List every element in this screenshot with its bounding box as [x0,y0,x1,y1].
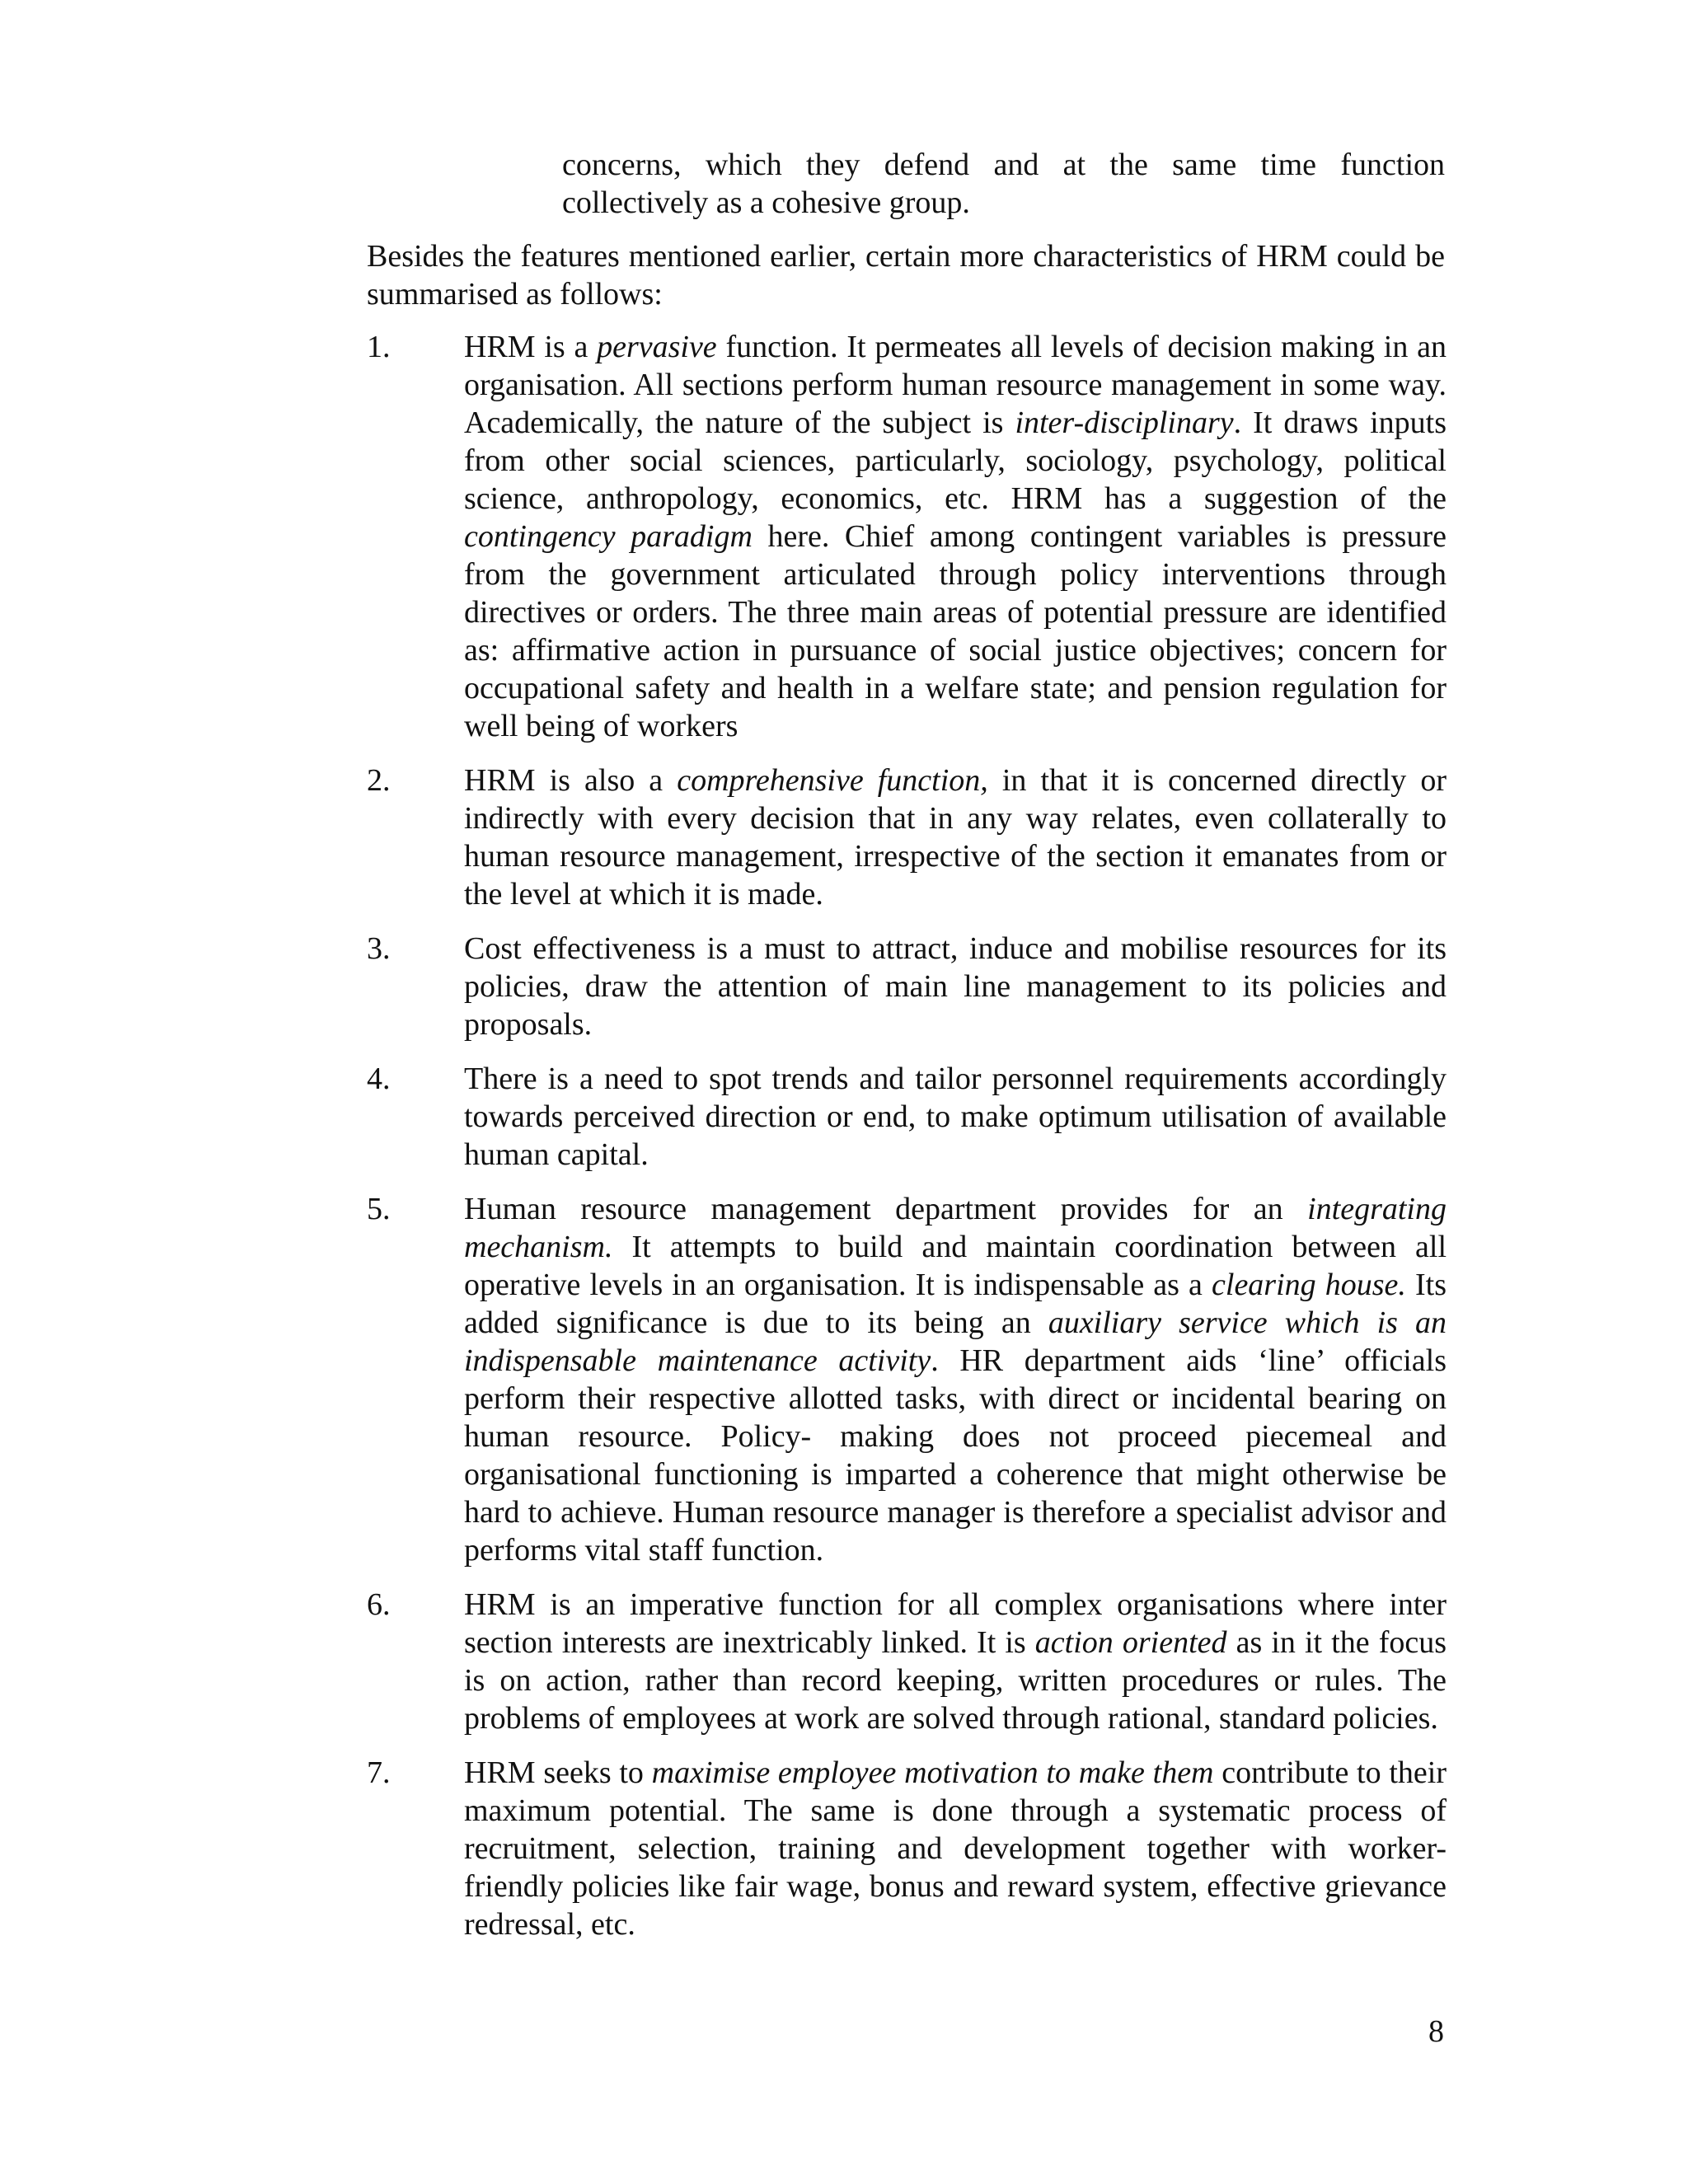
text-run: in that it is concerned directly or indirectly with every decision that in any way relates, even collaterally to human resource management, irrespective of the section it emanates from or the level at which it is made. [464,763,1447,912]
text-run: Human resource management department provides for an [464,1192,1308,1226]
list-item [367,328,1447,745]
list-item-number: 7. [367,1755,391,1790]
text-run: . It draws inputs from other social sciences, particularly, sociology, psychology, political science, anthropology, economics, etc. HRM has a suggestion of the [464,405,1447,516]
text-run: as in it the focus is on action, rather than record keeping, written procedures or rules. The problems of employees at work are solved through rational, standard policies. [464,1625,1447,1736]
text-run: . HR department aids ‘line’ officials perform their respective allotted tasks, with direct or incidental bearing on human resource. Policy- making does not proceed piecemeal and organisational functioning is imparted a coherence that might otherwise be hard to achieve. Human resource manager is therefore a specialist advisor and performs vital staff function. [464,1343,1447,1568]
list-item-number: 1. [367,330,391,364]
list-item-text [464,1754,1447,1943]
text-run: It attempts to build and maintain coordination between all operative levels in an organisation. It is indispensable as a [464,1230,1447,1302]
italic-run: comprehensive function, [677,763,988,798]
text-run: HRM is an imperative function for all complex organisations where inter section interests are inextricably linked. It is [464,1587,1447,1660]
italic-run: pervasive [597,330,717,364]
list-item-number: 3. [367,931,391,966]
italic-run: maximise employee motivation to make them [651,1755,1214,1790]
list-item [367,1586,1447,1737]
text-run: here. Chief among contingent variables is pressure from the government articulated through policy interventions through directives or orders. The three main areas of potential pressure are identified as: affirmative action in pursuance of social justice objectives; concern for occupational safety and health in a welfare state; and pension regulation for well being of workers [464,519,1447,743]
list-item-text [464,1060,1447,1174]
intro-paragraph: Besides the features mentioned earlier, certain more characteristics of HRM could be summarised as follows: [367,239,1445,312]
text-run: function. It permeates all levels of decision making in an organisation. All sections perform human resource management in some way. Academically, the nature of the subject is [464,330,1447,440]
list-item-text [464,930,1447,1043]
text-run: HRM is a [464,330,598,364]
page-number: 8 [1428,2014,1444,2049]
list-item-text [464,328,1447,745]
list-item [367,1754,1447,1943]
text-run: Cost effectiveness is a must to attract, induce and mobilise resources for its policies, draw the attention of main line management to its policies and proposals. [464,931,1447,1042]
text-run: contribute to their maximum potential. The same is done through a systematic process of recruitment, selection, training and development together with worker-friendly policies like fair wage, bonus and reward system, effective grievance redressal, etc. [464,1755,1447,1942]
italic-run: inter-disciplinary [1015,405,1234,440]
list-item-number: 2. [367,763,391,798]
text-run: There is a need to spot trends and tailor personnel requirements accordingly towards perceived direction or end, to make optimum utilisation of available human capital. [464,1062,1447,1172]
text-run: HRM seeks to [464,1755,652,1790]
italic-run: action oriented [1034,1625,1227,1660]
text-run: Its added significance is due to its being an [464,1268,1447,1340]
italic-run: clearing house. [1212,1268,1406,1302]
list-item-number: 6. [367,1587,391,1622]
text-run: HRM is also a [464,763,678,798]
list-item-text [464,1586,1447,1737]
italic-run: auxiliary service which is an indispensable maintenance activity [464,1305,1447,1378]
list-item-number: 5. [367,1192,391,1226]
list-item-text [464,762,1447,913]
list-item-number: 4. [367,1062,391,1096]
italic-run: contingency paradigm [464,519,753,554]
characteristics-list [367,328,1447,1960]
list-item [367,762,1447,913]
list-item [367,1060,1447,1174]
list-item [367,930,1447,1043]
italic-run: integrating mechanism. [464,1192,1447,1264]
list-item-text [464,1190,1447,1569]
list-item [367,1190,1447,1569]
carryover-paragraph: concerns, which they defend and at the same time function collectively as a cohesive group. [562,148,1445,220]
